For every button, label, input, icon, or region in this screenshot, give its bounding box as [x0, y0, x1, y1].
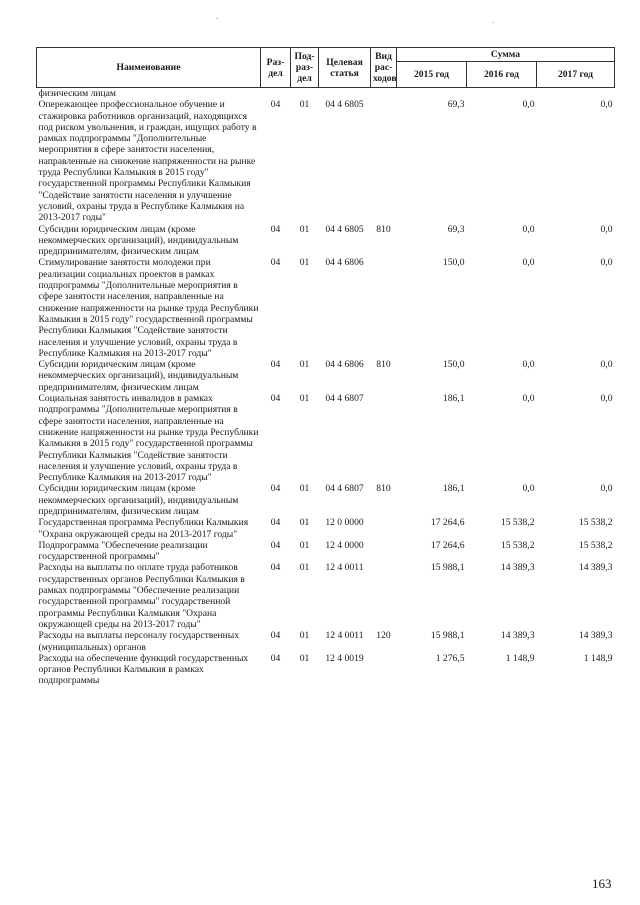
row-value-2017: 0,0: [600, 393, 613, 405]
row-section: 04: [270, 359, 281, 371]
row-value-2015: 186,1: [442, 393, 465, 405]
row-expense-type: [371, 540, 397, 563]
table-row: [37, 88, 615, 100]
row-target-article: 04 4 6807: [325, 483, 364, 495]
row-section: 04: [270, 562, 281, 574]
scan-speck: [216, 18, 218, 19]
row-section: 04: [270, 539, 281, 551]
row-name: физическим лицам: [38, 88, 117, 99]
table-row: [37, 359, 615, 393]
row-name: Опережающее профессиональное обучение и стажировка работников организаций, находящихся под риском увольнения, и граждан, ищущих работу в рамках подпрограммы "Дополнительные мероприятия в сфере занятости населения, направленные на снижение напряженности на рынке труда Республики Калмыкия в 2015 году" государственной программы Республики Калмыкия "Содействие занятости населения и улучшение условий, охраны труда в Республике Калмыкия на 2013-2017 годы": [38, 99, 257, 224]
row-name: Расходы на выплаты персоналу государственных (муниципальных) органов: [38, 630, 240, 653]
row-value-2016: 14 389,3: [500, 562, 535, 574]
header-name: Наименование: [37, 48, 261, 88]
header-subsection: Под- раз- дел: [291, 48, 319, 88]
row-subsection: 01: [299, 483, 310, 495]
row-target-article: 04 4 6807: [325, 393, 364, 405]
row-subsection: 01: [299, 652, 310, 664]
budget-page: [36, 47, 614, 687]
table-row: [37, 393, 615, 483]
row-section: 04: [270, 652, 281, 664]
row-expense-type: [371, 653, 397, 687]
row-value-2017: 15 538,2: [578, 517, 613, 529]
row-target-article: 12 4 0011: [325, 630, 364, 642]
row-value-2015: 15 988,1: [430, 630, 465, 642]
row-target-article: 04 4 6805: [325, 99, 364, 111]
row-target-article: 12 4 0000: [325, 539, 364, 551]
row-value-2015: [397, 88, 467, 100]
row-value-2015: 15 988,1: [430, 562, 465, 574]
row-subsection: 01: [299, 359, 310, 371]
row-target-article: 12 0 0000: [325, 517, 364, 529]
row-name: Государственная программа Республики Калмыкия "Охрана окружающей среды на 2013-2017 годы": [38, 517, 249, 540]
row-value-2017: 0,0: [600, 257, 613, 269]
row-section: 04: [270, 99, 281, 111]
row-subsection: 01: [299, 517, 310, 529]
table-row: [37, 630, 615, 653]
row-name: Социальная занятость инвалидов в рамках подпрограммы "Дополнительные мероприятия в сфере занятости населения, направленные на снижение напряженности на рынке труда Республики Калмыкия в 2015 году" государственной программы Республики Калмыкия "Содействие занятости населения и улучшение условий, охраны труда в Республике Калмыкия на 2013-2017 годы": [38, 393, 259, 484]
row-subsection: 01: [299, 393, 310, 405]
table-body: [37, 88, 615, 687]
row-value-2017: 0,0: [600, 483, 613, 495]
row-expense-type: 120: [376, 630, 391, 642]
row-target-article: 04 4 6806: [325, 257, 364, 269]
row-subsection: 01: [299, 223, 310, 235]
row-value-2017: 15 538,2: [578, 539, 613, 551]
row-value-2015: 17 264,6: [430, 517, 465, 529]
header-sum: Сумма: [397, 48, 615, 62]
row-value-2015: 186,1: [442, 483, 465, 495]
row-value-2017: 0,0: [600, 359, 613, 371]
row-value-2017: 1 148,9: [583, 652, 613, 664]
table-header: [37, 48, 615, 88]
table-row: [37, 483, 615, 517]
header-year-2017: 2017 год: [537, 62, 615, 88]
table-row: [37, 224, 615, 258]
row-value-2016: 0,0: [522, 393, 535, 405]
row-section: 04: [270, 483, 281, 495]
row-value-2016: 0,0: [522, 359, 535, 371]
row-expense-type: 810: [376, 223, 391, 235]
row-value-2015: 150,0: [442, 359, 465, 371]
row-expense-type: 810: [376, 483, 391, 495]
row-name: Субсидии юридическим лицам (кроме некоммерческих организаций), индивидуальным предпринимателям, физическим лицам: [38, 483, 239, 517]
row-value-2015: 17 264,6: [430, 539, 465, 551]
row-section: 04: [270, 257, 281, 269]
row-target-article: 12 4 0019: [325, 652, 364, 664]
row-value-2016: 0,0: [522, 257, 535, 269]
row-name: Подпрограмма "Обеспечение реализации государственной программы": [38, 539, 208, 563]
header-section: Раз- дел: [261, 48, 291, 88]
row-section: 04: [270, 223, 281, 235]
row-value-2016: 0,0: [522, 99, 535, 111]
row-name: Стимулирование занятости молодежи при реализации социальных проектов в рамках подпрограммы "Дополнительные мероприятия в сфере занятости населения, направленные на снижение напряженности на рынке труда Республики Калмыкия в 2015 году" государственной программы Республики Калмыкия "Содействие занятости населения и улучшение условий, охраны труда в Республике Калмыкия на 2013-2017 годы": [38, 257, 259, 359]
header-expense-type: Вид рас- ходов: [371, 48, 397, 88]
row-expense-type: [371, 88, 397, 100]
table-row: [37, 99, 615, 223]
row-value-2016: 0,0: [522, 483, 535, 495]
row-value-2016: 0,0: [522, 223, 535, 235]
row-section: 04: [270, 517, 281, 529]
row-target-article: [319, 88, 371, 100]
row-subsection: [291, 88, 319, 100]
row-value-2016: 14 389,3: [500, 630, 535, 642]
row-target-article: 12 4 0011: [325, 562, 364, 574]
row-target-article: 04 4 6805: [325, 223, 364, 235]
row-subsection: 01: [299, 99, 310, 111]
row-section: 04: [270, 393, 281, 405]
row-section: 04: [270, 630, 281, 642]
row-value-2017: 14 389,3: [578, 562, 613, 574]
row-subsection: 01: [299, 257, 310, 269]
table-row: [37, 517, 615, 540]
row-expense-type: [371, 257, 397, 359]
table-row: [37, 562, 615, 630]
row-subsection: 01: [299, 539, 310, 551]
table-row: [37, 653, 615, 687]
row-value-2016: [467, 88, 537, 100]
row-value-2016: 15 538,2: [500, 539, 535, 551]
row-name: Субсидии юридическим лицам (кроме некоммерческих организаций), индивидуальным предпринимателям, физическим лицам: [38, 359, 239, 393]
row-value-2017: 0,0: [600, 223, 613, 235]
row-expense-type: 810: [376, 359, 391, 371]
row-value-2015: 69,3: [447, 223, 465, 235]
row-name: Субсидии юридическим лицам (кроме некоммерческих организаций), индивидуальным предпринимателям, физическим лицам: [38, 223, 239, 258]
row-value-2017: [537, 88, 615, 100]
row-subsection: 01: [299, 562, 310, 574]
row-expense-type: [371, 99, 397, 223]
row-value-2016: 15 538,2: [500, 517, 535, 529]
row-name: Расходы на обеспечение функций государственных органов Республики Калмыкия в рамках подпрограммы: [38, 652, 249, 687]
row-value-2015: 69,3: [447, 99, 465, 111]
table-row: [37, 257, 615, 359]
header-year-2015: 2015 год: [397, 62, 467, 88]
header-target-article: Целевая статья: [319, 48, 371, 88]
row-value-2017: 14 389,3: [578, 630, 613, 642]
header-year-2016: 2016 год: [467, 62, 537, 88]
row-expense-type: [371, 562, 397, 630]
row-target-article: 04 4 6806: [325, 359, 364, 371]
table-row: [37, 540, 615, 563]
row-value-2015: 150,0: [442, 257, 465, 269]
scan-speck: [492, 22, 494, 23]
row-expense-type: [371, 517, 397, 540]
row-name: Расходы на выплаты по оплате труда работников государственных органов Республики Калмыкия в рамках подпрограммы "Обеспечение реализации государственной программы" государственной программы Республики Калмыкия "Охрана окружающей среды на 2013-2017 годы": [38, 562, 245, 630]
row-value-2017: 0,0: [600, 99, 613, 111]
row-section: [261, 88, 291, 100]
row-value-2016: 1 148,9: [505, 652, 535, 664]
row-value-2015: 1 276,5: [435, 652, 465, 664]
row-expense-type: [371, 393, 397, 483]
budget-table: [36, 47, 615, 687]
row-subsection: 01: [299, 630, 310, 642]
page-number: 163: [592, 876, 612, 891]
